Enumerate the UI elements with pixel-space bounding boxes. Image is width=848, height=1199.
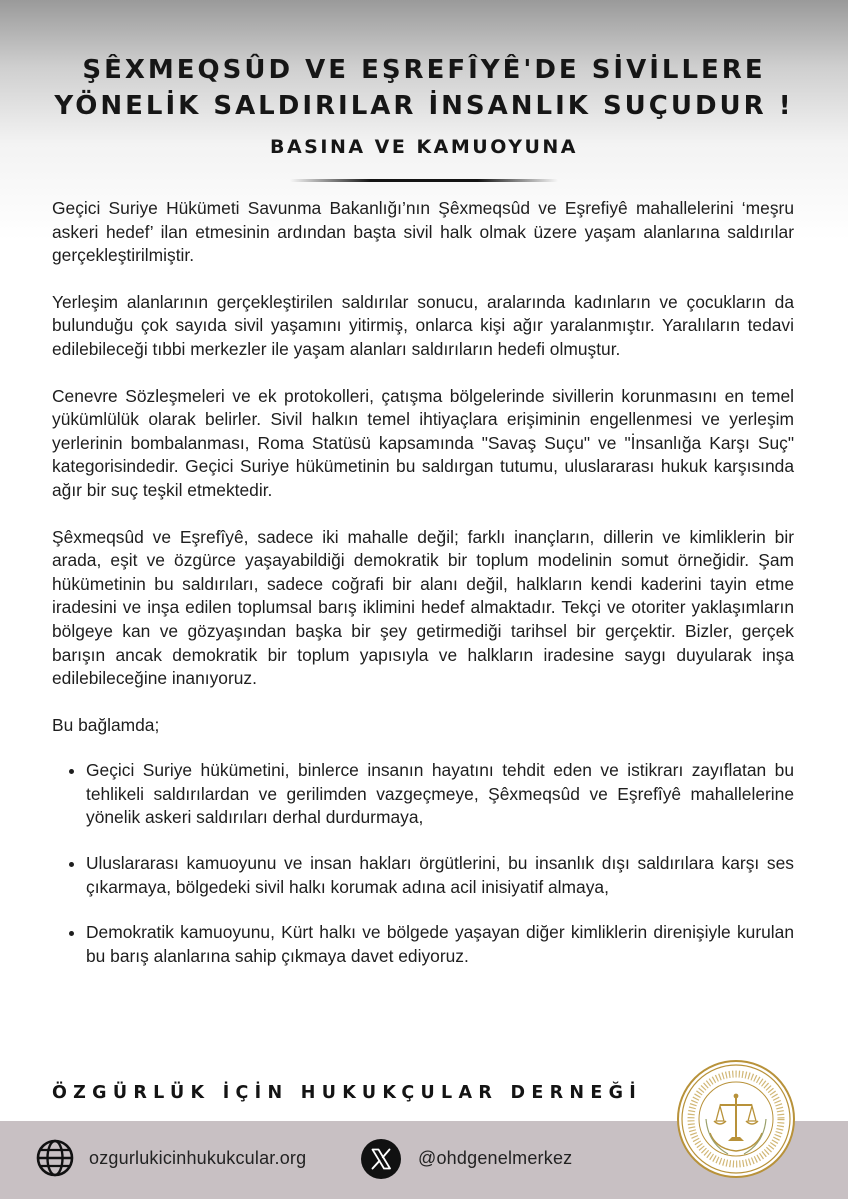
title-line-2: YÖNELİK SALDIRILAR İNSANLIK SUÇUDUR ! bbox=[54, 91, 794, 121]
title-divider bbox=[290, 179, 558, 182]
title-line-1: ŞÊXMEQSÛD VE EŞREFÎYÊ'DE SİVİLLERE bbox=[82, 55, 766, 85]
lead-in: Bu bağlamda; bbox=[52, 714, 160, 735]
x-logo-icon[interactable] bbox=[360, 1138, 402, 1180]
social-handle[interactable]: @ohdgenelmerkez bbox=[418, 1148, 573, 1168]
paragraph-1: Geçici Suriye Hükümeti Savunma Bakanlığı’nın Şêxmeqsûd ve Eşrefiyê mahallelerini ‘meşru askeri hedef’ ilan etmesinin ardından başta sivil halk olmak üzere yaşam alanlarına saldırılar gerçekleştirilmiştir. bbox=[52, 198, 794, 266]
paragraph-4: Şêxmeqsûd ve Eşrefîyê, sadece iki mahalle değil; farklı inançların, dillerin ve kimliklerin bir arada, eşit ve özgürce yaşayabildiği demokratik bir toplum modelinin somut örneğidir. Şam hükümetinin bu saldırıları, sadece coğrafi bir alanı değil, halkların kendi kaderini tayin etme iradesini ve inşa edilen toplumsal barış iklimini hedef almaktadır. Tekçi ve otoriter yaklaşımların bölgeye kan ve gözyaşından başka bir şey getirmediği tarihsel bir gerçektir. Bizler, gerçek barışın ancak demokratik bir toplum yapısıyla ve halkların iradesine saygı duyularak inşa edilebileceğine inanıyoruz. bbox=[52, 526, 794, 689]
website-link[interactable]: ozgurlukicinhukukcular.org bbox=[89, 1148, 307, 1168]
demands-list bbox=[52, 759, 794, 968]
paragraph-2: Yerleşim alanlarının gerçekleştirilen saldırılar sonucu, aralarında kadınların ve çocukların da bulunduğu çok sayıda sivil yaşamını yitirmiş, onlarca kişi ağır yaralanmıştır. Yaralıların tedavi edilebileceği tıbbi merkezler ile yaşam alanları saldırıların hedefi olmuştur. bbox=[52, 291, 794, 359]
globe-icon[interactable] bbox=[35, 1138, 75, 1178]
subtitle: BASINA VE KAMUOYUNA bbox=[270, 136, 578, 158]
paragraph-3: Cenevre Sözleşmeleri ve ek protokolleri, çatışma bölgelerinde sivillerin korunmasını en temel yükümlülük olarak belirler. Sivil halkın temel ihtiyaçlara erişiminin engellenmesi ve yerleşim yerlerinin bombalanması, Roma Statüsü kapsamında "Savaş Suçu" ve "İnsanlığa Karşı Suç" kategorisindedir. Geçici Suriye hükümetinin bu saldırgan tutumu, uluslararası hukuk karşısında ağır bir suç teşkil etmektedir. bbox=[52, 385, 794, 500]
demand-item-1: • Geçici Suriye hükümetini, binlerce insanın hayatını tehdit eden ve istikrarı zayıflatan bu tehlikeli saldırılardan ve gerilimden vazgeçmeye, Şêxmeqsûd ve Eşrefîyê mahallelerine yönelik askeri saldırıları derhal durdurmaya, bbox=[86, 759, 794, 830]
statement-body bbox=[52, 197, 794, 990]
demand-item-3: • Demokratik kamuoyunu, Kürt halkı ve bölgede yaşayan diğer kimliklerin direnişiyle kurulan bu barış alanlarına sahip çıkmaya davet ediyoruz. bbox=[86, 921, 794, 968]
organization-name: ÖZGÜRLÜK İÇİN HUKUKÇULAR DERNEĞİ bbox=[52, 1083, 643, 1103]
association-seal bbox=[676, 1059, 796, 1179]
demand-item-2: • Uluslararası kamuoyunu ve insan hakları örgütlerini, bu insanlık dışı saldırılara karşı ses çıkarmaya, bölgedeki sivil halkı korumak adına acil inisiyatif almaya, bbox=[86, 852, 794, 899]
page-title bbox=[0, 52, 848, 124]
